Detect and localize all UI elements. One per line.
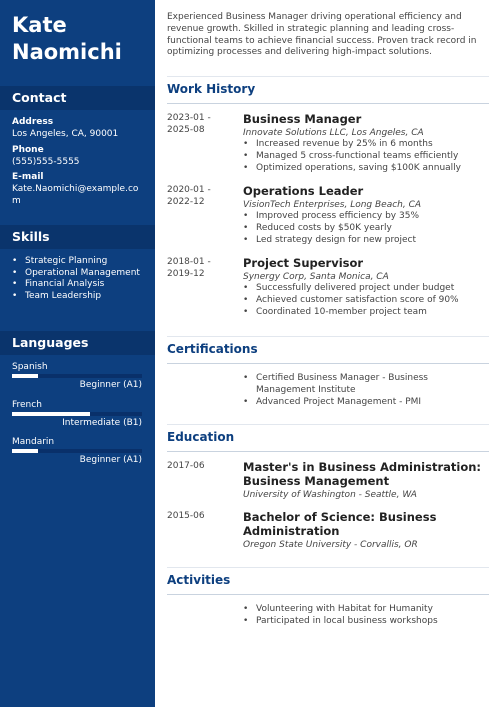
phone-label: Phone xyxy=(12,145,44,155)
activities-heading: Activities xyxy=(167,573,231,587)
language-level: Intermediate (B1) xyxy=(62,418,142,428)
degree-title: Bachelor of Science: Business Administration xyxy=(243,510,437,538)
entry-date: 2015-06 xyxy=(167,511,205,521)
contact-header xyxy=(0,86,155,110)
school-name: Oregon State University - Corvallis, OR xyxy=(243,540,418,550)
skill-item: • Financial Analysis xyxy=(12,279,147,291)
certification-item: • Certified Business Manager - Business Management Institute xyxy=(243,373,489,397)
language-name: French xyxy=(12,400,42,410)
section-divider xyxy=(167,76,489,77)
certification-list xyxy=(243,373,489,408)
job-title: Project Supervisor xyxy=(243,256,364,270)
activity-item: • Volunteering with Habitat for Humanity xyxy=(243,604,489,616)
skill-item: • Operational Management xyxy=(12,268,147,280)
bullet-item: • Optimized operations, saving $100K annually xyxy=(243,163,489,175)
bullet-item: • Improved process efficiency by 35% xyxy=(243,211,489,223)
job-org: Synergy Corp, Santa Monica, CA xyxy=(243,272,389,282)
address-label: Address xyxy=(12,117,54,127)
job-bullets xyxy=(243,283,489,318)
proficiency-bar xyxy=(12,374,142,378)
proficiency-fill xyxy=(12,374,38,378)
section-divider xyxy=(167,451,489,452)
summary-text: Experienced Business Manager driving operational efficiency and revenue growth. Skilled in strategic planning and leading cross-functional teams to achieve financial success. Proven track record in optimizing processes and delivering high-impact solutions. xyxy=(167,12,477,58)
email-value[interactable]: Kate.Naomichi@example.com xyxy=(12,184,139,206)
activity-item: • Participated in local business workshops xyxy=(243,616,489,628)
section-divider xyxy=(167,594,489,595)
bullet-item: • Coordinated 10-member project team xyxy=(243,307,489,319)
sidebar xyxy=(0,0,155,707)
language-french xyxy=(12,400,142,428)
activities-list xyxy=(243,604,489,628)
work-history-heading: Work History xyxy=(167,82,256,96)
proficiency-fill xyxy=(12,449,38,453)
bullet-item: • Successfully delivered project under budget xyxy=(243,283,489,295)
job-bullets xyxy=(243,211,489,246)
job-bullets xyxy=(243,139,489,174)
proficiency-bar xyxy=(12,412,142,416)
entry-date: 2017-06 xyxy=(167,461,205,471)
email-label: E-mail xyxy=(12,172,44,182)
entry-date: 2023-01 - 2025-08 xyxy=(167,113,211,135)
phone-value: (555)555-5555 xyxy=(12,157,80,167)
languages-heading: Languages xyxy=(12,335,89,350)
language-name: Spanish xyxy=(12,362,48,372)
job-title: Business Manager xyxy=(243,112,362,126)
languages-header xyxy=(0,331,155,355)
proficiency-bar xyxy=(12,449,142,453)
certifications-heading: Certifications xyxy=(167,342,258,356)
bullet-item: • Achieved customer satisfaction score of 90% xyxy=(243,295,489,307)
section-divider xyxy=(167,103,489,104)
language-level: Beginner (A1) xyxy=(79,380,142,390)
skill-item: • Strategic Planning xyxy=(12,256,147,268)
candidate-name: Kate Naomichi xyxy=(12,13,122,64)
education-heading: Education xyxy=(167,430,235,444)
section-divider xyxy=(167,567,489,568)
address-value: Los Angeles, CA, 90001 xyxy=(12,129,119,139)
job-org: Innovate Solutions LLC, Los Angeles, CA xyxy=(243,128,424,138)
language-spanish xyxy=(12,362,142,390)
language-mandarin xyxy=(12,437,142,465)
entry-date: 2020-01 - 2022-12 xyxy=(167,185,211,207)
certification-item: • Advanced Project Management - PMI xyxy=(243,397,489,409)
bullet-item: • Managed 5 cross-functional teams efficiently xyxy=(243,151,489,163)
job-org: VisionTech Enterprises, Long Beach, CA xyxy=(243,200,422,210)
skills-heading: Skills xyxy=(12,229,50,244)
section-divider xyxy=(167,363,489,364)
job-title: Operations Leader xyxy=(243,184,364,198)
skills-header xyxy=(0,225,155,249)
school-name: University of Washington - Seattle, WA xyxy=(243,490,417,500)
section-divider xyxy=(167,336,489,337)
bullet-item: • Increased revenue by 25% in 6 months xyxy=(243,139,489,151)
proficiency-fill xyxy=(12,412,90,416)
language-name: Mandarin xyxy=(12,437,55,447)
language-level: Beginner (A1) xyxy=(79,455,142,465)
section-divider xyxy=(167,424,489,425)
entry-date: 2018-01 - 2019-12 xyxy=(167,257,211,279)
skill-item: • Team Leadership xyxy=(12,291,147,303)
degree-title: Master's in Business Administration: Business Management xyxy=(243,460,482,488)
skills-list xyxy=(12,256,147,303)
bullet-item: • Led strategy design for new project xyxy=(243,235,489,247)
bullet-item: • Reduced costs by $50K yearly xyxy=(243,223,489,235)
contact-heading: Contact xyxy=(12,90,67,105)
